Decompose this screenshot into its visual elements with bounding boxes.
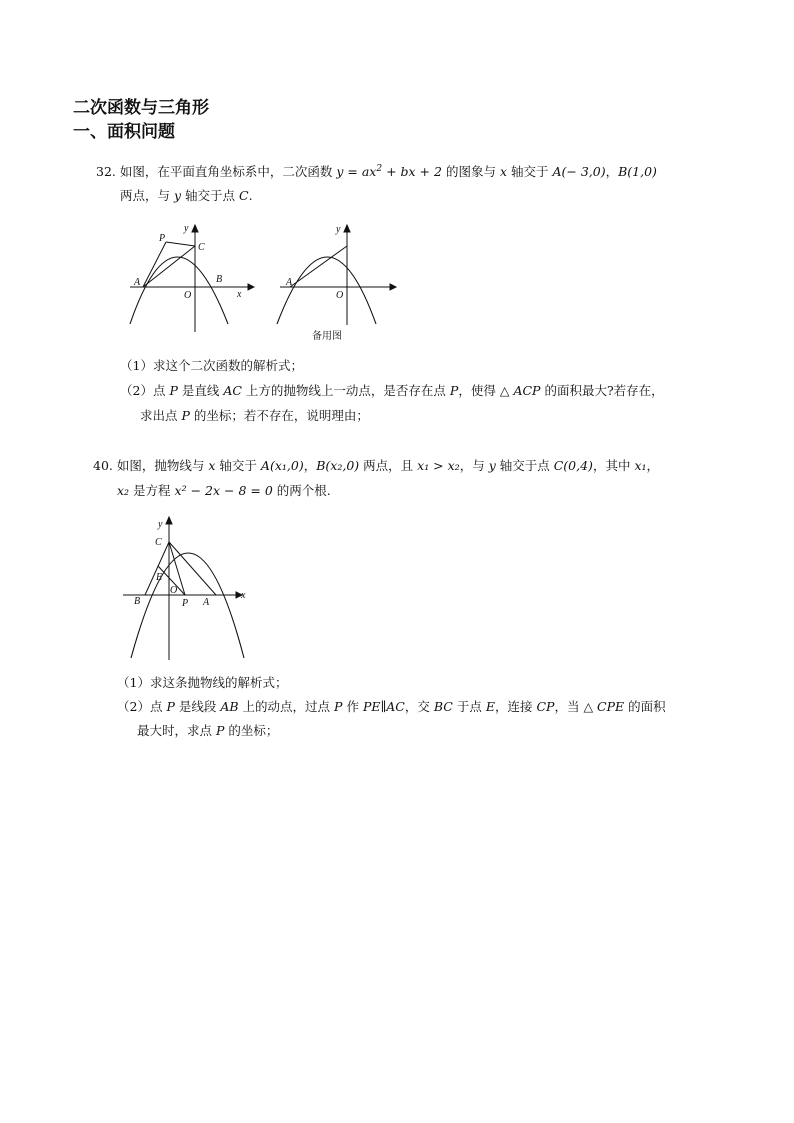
problem-32-figure-spare bbox=[272, 220, 402, 345]
label-o: O bbox=[184, 290, 192, 301]
problem-40-question-1: （1）求这条抛物线的解析式； bbox=[117, 675, 288, 690]
problem-32-line-2: 两点，与 y 轴交于点 C. bbox=[120, 188, 253, 203]
y-axis-arrow bbox=[344, 225, 350, 232]
problem-32-line-1: 32. 如图，在平面直角坐标系中，二次函数 $y = ax^2$ + bx + 2 的图象与 x 轴交于 A(− 3,0)，B(1,0) bbox=[96, 163, 657, 179]
label-o: O bbox=[336, 290, 344, 301]
label-o: O bbox=[170, 585, 178, 596]
label-p: P bbox=[159, 233, 166, 244]
problem-32-question-2-line-2: 求出点 P 的坐标；若不存在，说明理由； bbox=[140, 408, 369, 423]
problem-40-question-2-line-1: （2）点 P 是线段 AB 上的动点，过点 P 作 PE∥AC，交 BC 于点 E，连接 CP，当 △ CPE 的面积 bbox=[117, 699, 666, 714]
problem-32-question-2-line-1: （2）点 P 是直线 AC 上方的抛物线上一动点，是否存在点 P，使得 △ ACP 的面积最大?若存在， bbox=[120, 383, 664, 398]
label-a: A bbox=[286, 277, 293, 288]
problem-40-line-1: 40. 如图，抛物线与 x 轴交于 A(x₁,0)，B(x₂,0) 两点，且 x₁ > x₂，与 y 轴交于点 C(0,4)，其中 x₁， bbox=[93, 458, 660, 473]
label-e: E bbox=[156, 572, 163, 583]
label-b: B bbox=[134, 596, 141, 607]
problem-40-number: 40. bbox=[93, 458, 113, 473]
label-c: C bbox=[155, 537, 162, 548]
line-ac bbox=[143, 246, 195, 287]
problem-32-equation: $y = ax^2$ + bx + 2 bbox=[336, 163, 442, 179]
x-axis-arrow bbox=[248, 284, 254, 290]
y-axis-arrow bbox=[192, 225, 198, 232]
line-bc bbox=[145, 542, 169, 595]
label-x: x bbox=[241, 590, 246, 601]
section-title: 二次函数与三角形 bbox=[73, 98, 209, 118]
subsection-title: 一、面积问题 bbox=[73, 122, 175, 142]
label-c: C bbox=[198, 242, 205, 253]
problem-40-figure bbox=[118, 512, 258, 662]
line-ap bbox=[143, 242, 166, 287]
spare-figure-caption: 备用图 bbox=[312, 331, 342, 342]
label-y: y bbox=[158, 519, 163, 530]
x-axis-arrow bbox=[390, 284, 396, 290]
parabola bbox=[277, 257, 376, 324]
problem-40-question-2-line-2: 最大时，求点 P 的坐标； bbox=[137, 723, 279, 738]
problem-32-figure-main bbox=[120, 220, 260, 335]
y-axis-arrow bbox=[166, 517, 172, 524]
parabola bbox=[130, 257, 228, 324]
label-p: P bbox=[182, 598, 189, 609]
label-x: x bbox=[237, 289, 242, 300]
problem-40-line-2: x₂ 是方程 x² − 2x − 8 = 0 的两个根. bbox=[117, 483, 331, 498]
label-b: B bbox=[216, 274, 223, 285]
line-pc bbox=[166, 242, 195, 246]
label-y: y bbox=[184, 223, 189, 234]
problem-32-question-1: （1）求这个二次函数的解析式； bbox=[120, 358, 303, 373]
line-ac bbox=[290, 246, 347, 287]
label-a: A bbox=[203, 597, 210, 608]
label-y: y bbox=[336, 224, 341, 235]
problem-32-number: 32. bbox=[96, 164, 116, 179]
label-a: A bbox=[134, 277, 141, 288]
